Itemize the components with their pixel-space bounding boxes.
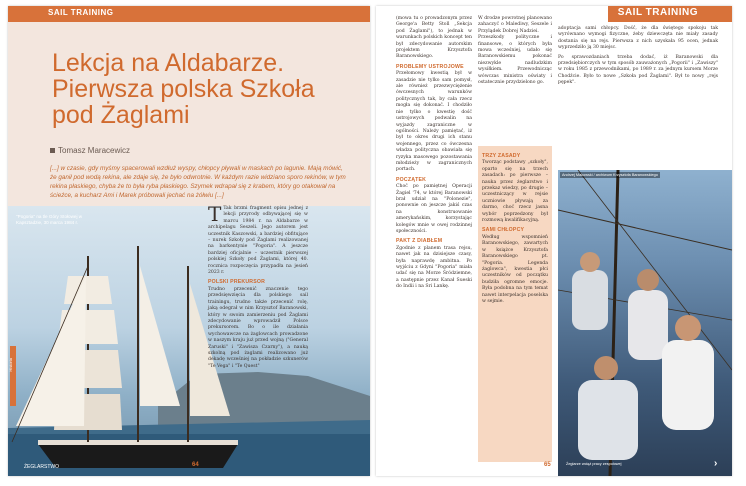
subhead-pakt-z-diablem: PAKT Z DIABŁEM (396, 238, 443, 245)
footer-magazine-name: ŻEGLARSTWO (24, 464, 60, 470)
ship-photo (8, 202, 370, 476)
col2-body: Przeszkody polityczne i finansowe, o których była mowa wcześniej, udało się Baranowskiemu pokonać niezwykle nadludzkim wysiłkiem. Przewodnicząc wówczas ministra oświaty i ostatecznie przydzielono go. (478, 35, 552, 86)
lead-paragraph: [...] w czasie, gdy myśmy spacerowali wzdłuż wyspy, chłopcy pływali w maskach po lagunie. Mają mówić, że ganił pod wodą rekina, ale zdaje się, że było odwrotnie. W każdym razie widziano sporo rekinów, w tym rekina płaskiego, chyba że to była ryba płaskiego. Szymek wdrapał się z krabem, który go otakował na ścieżce, a kucharz Ami i Marek próbowali jechać na żółwiu [...] (50, 165, 346, 199)
body-1: Trudno przecenić znaczenie tego przedsięwzięcia dla polskiego sail trainingu, trudno także przecenić rolę, jaką odegrał w nim Krzysztof Baranowski, który w swoim zamierzeniu pod Żaglami zdecydowanie wprowadził Polsce prekursorem. Bo o ile działania wychowawcze na żaglowcach prowadzone w naszym kraju już przed wojną ("General Zaruski" i "Zawisza Czarny"), a nauką szkolną pod żaglami realizowano już dekadę wcześniej na pokładzie szkunerów "Te Vega" i "Te Quest" (208, 286, 308, 369)
left-body-column (208, 202, 308, 370)
section-tag-right: SAIL TRAINING (617, 7, 698, 18)
sailor-1 (572, 270, 608, 330)
sailors-photo (558, 170, 732, 476)
ship-illustration (8, 202, 370, 476)
sidebar-text (482, 153, 548, 305)
sailors-photo-caption: Żeglarze wciąż pracy zespołowej (566, 462, 622, 466)
sailors-illustration (558, 170, 732, 476)
author-name: Tomasz Maracewicz (58, 146, 131, 155)
left-page (8, 6, 370, 476)
col1-body2: Choć po pamiętnej Operacji Żagiel '74, w której Baranowski brał udział na "Polonezie", ponownie on jeszcze jakiś czas na konstruowanie amerykańskim, korzystając kolegów mnie w owej rodzinnej społeczności. (396, 184, 472, 234)
col1-body3: Zgodnie z planem trasa rejsu, nawet jak na dzisiejsze czasy, była naprawdę ambitna. Po wyjściu z Gdyni "Pogoria" miała udać się na Morze Śródziemne, a następnie przez Kanał Sueski do Indii i na Sri Lankę. (396, 245, 472, 290)
subhead-trzy-zasady: TRZY ZASADY (482, 153, 521, 159)
sailor-2 (628, 290, 668, 360)
sailor-3-head (675, 315, 701, 341)
col3-body2: Po sprawozdaniach trzeba dodać, iż Baranowski dla przedsiębiorczych w tym sposób zauważonych „Pogorii" i „Zawiszy" w roku 1985 z przewodnikami, po 1989 r. za jednym kursem Morze Chodźcie. Było to nowe „Szkoła pod Żaglami". Był to nowy „rejs pępek". (558, 54, 718, 86)
col1-body: Przełomowy kwestią był w zasadzie nie tylko sam pomysł, ale również przezwyciężenie ówczesnych warunków politycznych tak, by cała rzecz mogła się dokonać. I chodziło nie tylko o kwestię dość ustrojowych podwalin na wyjazdy zagraniczne w ogólności. Należy pamiętać, iż był to okres drugi ich stanu wojennego, przez co ówczesna władza polityczna obawiała się ryzyka masowego pozostawania młodzieży w zagranicznych portach. (396, 71, 472, 173)
author-bullet (50, 148, 55, 153)
col1-intro: (mowa tu o prowadzonym przez George'a Betty Stoll „Sekcja pod Żaglami"), to jednak w warunkach polskich koncept ten był zdecydowanie autorskim projektem Krzysztofa Baranowskiego. (396, 16, 472, 60)
page-number-right: 65 (544, 462, 551, 468)
sailor-1-head (580, 252, 600, 272)
page-number-left: 64 (192, 462, 199, 468)
section-tag-left: SAIL TRAINING (48, 8, 114, 17)
sailor-4 (578, 380, 638, 460)
author-line (50, 146, 130, 155)
right-column-3 (558, 26, 718, 87)
col2-body2: Tworząc podstawy „szkoły", oparto się na trzech zasadach: po pierwsze – nauka przez żeglarstwo i przekaz wiedzy, po drugie – uczestniczący w rejsie uczniowie pływają za darmo, choć rzecz jasna wybór poprzedzony był rozmową kwalifikacyjną. (482, 160, 548, 224)
col2-body3: Według wspomnień Baranowskiego, zawartych w książce Krzysztofa Baranowskiego pt. "Pogoria. Legenda żaglowca", kwestia płci uczestników od początku budziła ogromne emocje. Była podobna na tym temat nawet interpelacja poselska w sejmie. (482, 234, 548, 304)
ship-photo-caption: "Pogoria" na tle Góry Stołowej w Kapsztadzie, 30 marca 1984 r. (16, 214, 83, 225)
sailor-3 (662, 340, 714, 430)
subhead-sami-chlopcy: SAMI CHŁOPCY (482, 227, 525, 234)
col2-intro: W drodze powrotnej planowano zahaczyć o Malediwy, Seszele i Przylądek Dobrej Nadziei. (478, 16, 552, 34)
subhead-polski-prekursor: POLSKI PREKURSOR (208, 279, 266, 286)
body-intro: Tak brzmi fragment opisu jednej z lekcji przyrody odbywającej się w marcu 1984 r. na Aldabarze w archipelagu Seszeli. Jego autorem jest uczestnik Kaszowski, a bardziej obfitujące – nurek Szkoły pod Żaglami realizowanej na barkentynie "Pogoria". A jeszcze bardziej oficjalnie – uczestnik pierwszej polskiej Szkoły pod Żaglami, której 40. rocznica rozpoczęcia przypadła na jesień 2023 r. (208, 206, 308, 276)
photo-rigging-1 (558, 210, 732, 250)
sail-1 (64, 276, 112, 304)
sailors-photo-credit: Andrzej Makowski / archiwum Krzysztofa Baranowskiego (562, 173, 658, 177)
continue-arrow-icon: › (714, 458, 718, 469)
subhead-poczatek: POCZĄTEK (396, 176, 427, 183)
sail-main-staysail (140, 266, 180, 406)
right-column-2 (478, 16, 552, 86)
sailor-2-head (637, 269, 659, 291)
article-title: Lekcja na Aldabarze. Pierwsza polska Szkoła pod Żaglami (52, 49, 315, 129)
subhead-problemy-ustrojowe: PROBLEMY USTROJOWE (396, 63, 464, 70)
dropcap: T (208, 202, 222, 226)
side-strip (10, 346, 16, 406)
sailor-4-head (594, 356, 618, 380)
right-page (376, 6, 732, 476)
right-column-1 (396, 16, 472, 291)
col3-body: adoptacja sami chłopcy. Dość, że dla świętego spokoju tak wyrównano wymogi fizyczne, żeby dziewczęta nie miały zasady dostania się na rejs. Pierwsza z nich uzyskała 95 ocen, jednak wyprzedziło ją 30 miejsc. (558, 26, 718, 51)
sidebar-box (478, 146, 552, 462)
side-strip-label: Historia (8, 358, 13, 372)
ship-hull (38, 444, 238, 468)
